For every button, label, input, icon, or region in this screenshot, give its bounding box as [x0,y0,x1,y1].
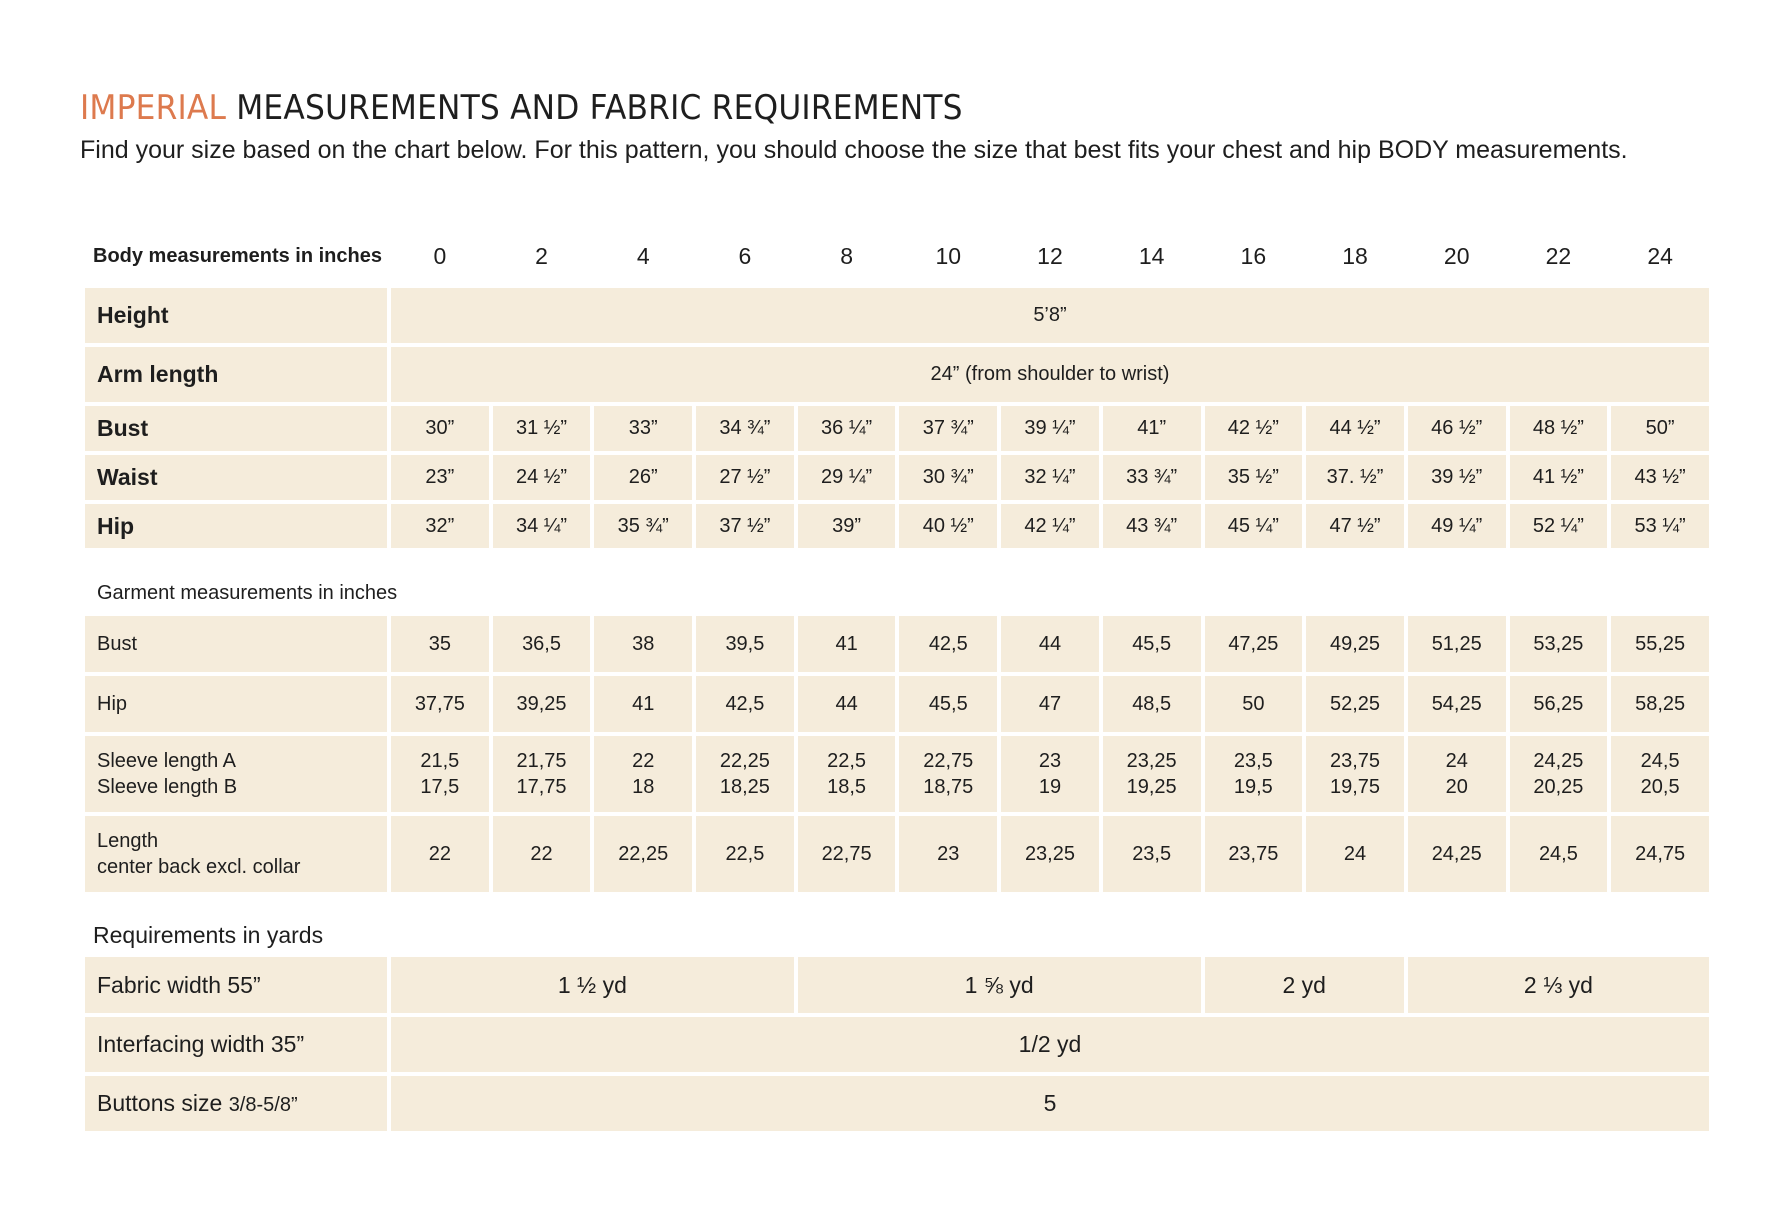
page-header [80,88,1710,167]
interfacing-label: Interfacing width 35” [85,1017,387,1072]
body-value-cell: 39 ¼” [1001,406,1099,451]
length-cell: 23,5 [1103,816,1201,892]
requirements-table [81,913,1713,1135]
garment-bust-cell: 42,5 [899,616,997,672]
garment-hip-cell: 41 [594,676,692,732]
garment-hip-cell: 44 [798,676,896,732]
sleeve-length-a-value: 24 [1445,750,1468,772]
sleeve-length-cell [696,736,794,812]
title-accent: IMPERIAL [80,88,227,128]
garment-bust-row [85,616,1709,672]
body-value-cell: 50” [1611,406,1709,451]
garment-hip-cell: 52,25 [1306,676,1404,732]
size-header: 20 [1443,242,1470,269]
sleeve-length-cell [1001,736,1099,812]
body-value-cell: 47 ½” [1306,504,1404,548]
body-value-cell: 48 ½” [1510,406,1608,451]
length-cell: 22,75 [798,816,896,892]
body-value-cell: 26” [594,455,692,500]
body-value-cell: 33” [594,406,692,451]
page-title [80,88,1580,128]
sleeve-length-a-value: 22,75 [923,750,974,772]
size-header: 6 [738,242,752,269]
garment-bust-cell: 35 [391,616,489,672]
garment-hip-cell: 45,5 [899,676,997,732]
buttons-value: 5 [391,1076,1709,1131]
sleeve-length-a-value: 23 [1038,750,1062,772]
garment-bust-cell: 38 [594,616,692,672]
garment-bust-cell: 49,25 [1306,616,1404,672]
garment-hip-label: Hip [85,676,387,732]
sleeve-length-b-value: 18 [632,776,655,798]
length-cell: 24 [1306,816,1404,892]
garment-bust-cell: 44 [1001,616,1099,672]
body-value-cell: 39” [798,504,896,548]
body-value-cell: 39 ½” [1408,455,1506,500]
sleeve-length-b-value: 19 [1038,776,1062,798]
body-value-cell: 42 ½” [1205,406,1303,451]
garment-measurements-header: Garment measurements in inches [97,581,398,604]
body-value-cell: 41 ½” [1510,455,1608,500]
body-value-cell: 45 ¼” [1205,504,1303,548]
interfacing-value: 1/2 yd [391,1017,1709,1072]
garment-bust-cell: 47,25 [1205,616,1303,672]
body-value-cell: 40 ½” [899,504,997,548]
sleeve-length-label [85,736,387,812]
sleeve-length-cell [391,736,489,812]
body-value-cell: 37 ½” [696,504,794,548]
requirements-header-row [85,917,1709,953]
body-value-cell: 53 ¼” [1611,504,1709,548]
buttons-row [85,1076,1709,1131]
arm-length-row [85,347,1709,402]
size-header: 22 [1545,242,1572,269]
garment-hip-cell: 54,25 [1408,676,1506,732]
intro-text: Find your size based on the chart below. For this pattern, you should choose the size that best fits your chest and hip BODY measurements. [80,136,1628,164]
fabric-sizes-16-18: 2 yd [1205,957,1404,1013]
sleeve-length-a-value: 23,75 [1330,750,1381,772]
body-value-cell: 32” [391,504,489,548]
sleeve-length-a-value: 21,5 [420,750,460,772]
sleeve-length-a-value: 24,5 [1640,750,1680,772]
length-label-line2: center back excl. collar [97,856,301,878]
size-header: 16 [1240,242,1267,269]
fabric-sizes-8-14: 1 ⅝ yd [798,957,1201,1013]
fabric-label: Fabric width 55” [85,957,387,1013]
fabric-row [85,957,1709,1013]
garment-hip-cell: 48,5 [1103,676,1201,732]
garment-hip-cell: 42,5 [696,676,794,732]
garment-bust-cell: 55,25 [1611,616,1709,672]
body-value-cell: 23” [391,455,489,500]
sleeve-length-a-value: 23,5 [1233,750,1273,772]
size-header: 24 [1647,242,1673,269]
height-row [85,288,1709,343]
buttons-label-size: 3/8-5/8” [228,1094,298,1116]
body-value-cell: 31 ½” [493,406,591,451]
garment-bust-label: Bust [85,616,387,672]
garment-measurements-table [81,570,1713,896]
length-cell: 24,5 [1510,816,1608,892]
fabric-sizes-0-6: 1 ½ yd [391,957,794,1013]
buttons-label-main: Buttons size [97,1090,229,1116]
body-value-cell: 35 ½” [1205,455,1303,500]
sleeve-length-b-value: 19,25 [1126,776,1177,798]
size-header: 2 [535,242,548,269]
sleeve-length-cell [1510,736,1608,812]
body-value-cell: 43 ½” [1611,455,1709,500]
sleeve-length-b-value: 20,25 [1533,776,1584,798]
body-value-cell: 42 ¼” [1001,504,1099,548]
height-value: 5’8” [391,288,1709,343]
length-cell: 22,5 [696,816,794,892]
garment-hip-cell: 58,25 [1611,676,1709,732]
garment-header-row [85,574,1709,612]
size-header: 18 [1342,242,1368,269]
sleeve-length-a-value: 23,25 [1126,750,1177,772]
sleeve-length-b-value: 17,5 [420,776,460,798]
garment-hip-cell: 50 [1205,676,1303,732]
sleeve-length-row [85,736,1709,812]
length-label-line1: Length [97,830,159,852]
height-label: Height [85,288,387,343]
sleeve-length-b-value: 19,5 [1233,776,1273,798]
body-row-waist [85,455,1709,500]
body-value-cell: 24 ½” [493,455,591,500]
buttons-label [85,1076,387,1131]
body-value-cell: 37. ½” [1306,455,1404,500]
arm-length-value: 24” (from shoulder to wrist) [391,347,1709,402]
body-value-cell: 33 ¾” [1103,455,1201,500]
body-row-label: Bust [85,406,387,451]
size-header: 12 [1037,242,1063,269]
sleeve-length-b-value: 18,75 [923,776,974,798]
length-cell: 24,75 [1611,816,1709,892]
sleeve-length-b-value: 17,75 [516,776,567,798]
sleeve-length-cell [594,736,692,812]
garment-bust-cell: 36,5 [493,616,591,672]
length-label [85,816,387,892]
sleeve-length-a-value: 21,75 [516,750,567,772]
length-cell: 23,25 [1001,816,1099,892]
body-measurements-table [81,224,1713,552]
body-row-label: Hip [85,504,387,548]
sleeve-length-cell [1205,736,1303,812]
body-value-cell: 37 ¾” [899,406,997,451]
fabric-sizes-20-24: 2 ⅓ yd [1408,957,1709,1013]
size-header: 4 [636,242,650,269]
length-cell: 23,75 [1205,816,1303,892]
title-rest: MEASUREMENTS AND FABRIC REQUIREMENTS [236,88,963,128]
garment-bust-cell: 45,5 [1103,616,1201,672]
body-value-cell: 30” [391,406,489,451]
body-row-bust [85,406,1709,451]
body-value-cell: 44 ½” [1306,406,1404,451]
sleeve-length-cell [899,736,997,812]
body-value-cell: 27 ½” [696,455,794,500]
body-value-cell: 32 ¼” [1001,455,1099,500]
interfacing-row [85,1017,1709,1072]
body-measurements-header: Body measurements in inches [93,245,382,267]
length-row [85,816,1709,892]
sleeve-length-cell [1611,736,1709,812]
body-value-cell: 46 ½” [1408,406,1506,451]
sleeve-length-b-label: Sleeve length B [97,776,238,798]
garment-bust-cell: 51,25 [1408,616,1506,672]
sleeve-length-b-value: 20,5 [1640,776,1680,798]
garment-hip-cell: 39,25 [493,676,591,732]
body-value-cell: 43 ¾” [1103,504,1201,548]
length-cell: 23 [899,816,997,892]
body-row-label: Waist [85,455,387,500]
sleeve-length-cell [1103,736,1201,812]
sleeve-length-a-value: 22,5 [827,750,867,772]
requirements-header: Requirements in yards [93,921,324,948]
size-header: 8 [840,242,853,269]
length-cell: 22,25 [594,816,692,892]
body-value-cell: 30 ¾” [899,455,997,500]
sleeve-length-cell [1408,736,1506,812]
body-value-cell: 35 ¾” [594,504,692,548]
length-cell: 24,25 [1408,816,1506,892]
length-cell: 22 [493,816,591,892]
garment-bust-cell: 41 [798,616,896,672]
size-header: 10 [935,242,962,269]
sleeve-length-a-value: 24,25 [1533,750,1584,772]
garment-bust-cell: 53,25 [1510,616,1608,672]
body-row-hip [85,504,1709,548]
body-value-cell: 41” [1103,406,1201,451]
body-value-cell: 52 ¼” [1510,504,1608,548]
sleeve-length-cell [1306,736,1404,812]
sleeve-length-b-value: 18,5 [827,776,867,798]
sleeve-length-a-value: 22,25 [719,750,770,772]
garment-hip-row [85,676,1709,732]
garment-hip-cell: 56,25 [1510,676,1608,732]
length-cell: 22 [391,816,489,892]
sleeve-length-cell [798,736,896,812]
sleeve-length-a-label: Sleeve length A [97,750,236,772]
garment-bust-cell: 39,5 [696,616,794,672]
size-header-row [85,228,1709,284]
arm-length-label: Arm length [85,347,387,402]
body-value-cell: 29 ¼” [798,455,896,500]
sleeve-length-b-value: 20 [1445,776,1468,798]
garment-hip-cell: 37,75 [391,676,489,732]
sleeve-length-cell [493,736,591,812]
body-value-cell: 49 ¼” [1408,504,1506,548]
body-value-cell: 36 ¼” [798,406,896,451]
sleeve-length-b-value: 19,75 [1330,776,1381,798]
body-value-cell: 34 ¼” [493,504,591,548]
garment-hip-cell: 47 [1001,676,1099,732]
sleeve-length-b-value: 18,25 [719,776,770,798]
size-header: 14 [1138,242,1165,269]
size-header: 0 [433,242,447,269]
sleeve-length-a-value: 22 [632,750,655,772]
body-value-cell: 34 ¾” [696,406,794,451]
